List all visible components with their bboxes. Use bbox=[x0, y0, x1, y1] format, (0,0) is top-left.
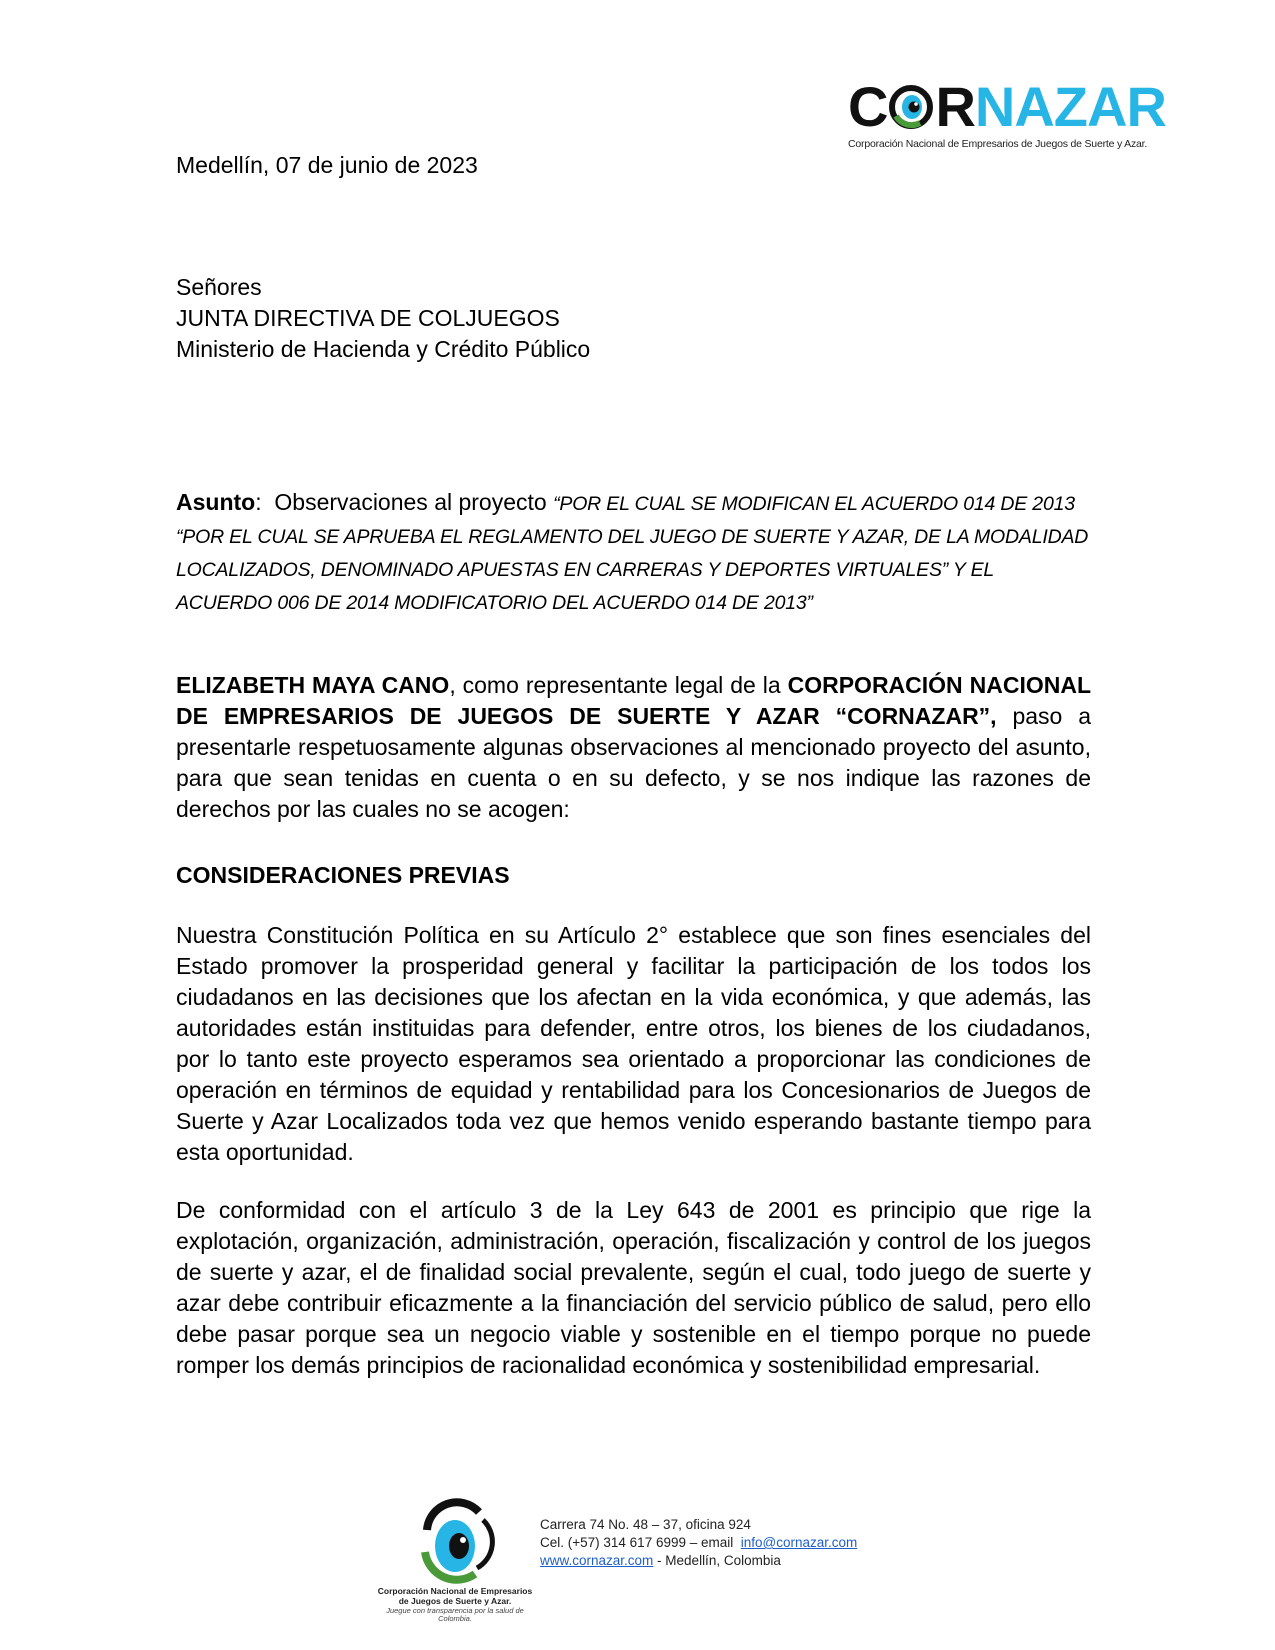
eye-logo-icon bbox=[887, 82, 935, 130]
paragraph-ley-643: De conformidad con el artículo 3 de la Ley 643 de 2001 es principio que rige la explotación, organización, administración, operación, fiscalización y control de los juegos de suerte y azar, el de finalidad social prevalente, según el cual, todo juego de suerte y azar debe contribuir eficazmente a la financiación del servicio público de salud, pero ello debe pasar porque sea un negocio viable y sostenible en el tiempo porque no puede romper los demás principios de racionalidad económica y sostenibilidad empresarial. bbox=[176, 1197, 1091, 1378]
logo-letter-c: C bbox=[848, 75, 888, 138]
footer-eye-logo-icon bbox=[375, 1490, 535, 1586]
recipient-salutation: Señores bbox=[176, 274, 262, 300]
footer-logo-tagline: Juegue con transparencia por la salud de Colombia. bbox=[386, 1606, 524, 1623]
footer-website-link[interactable]: www.cornazar.com bbox=[540, 1553, 654, 1568]
recipient-organization: JUNTA DIRECTIVA DE COLJUEGOS bbox=[176, 305, 560, 331]
paragraph-constitution: Nuestra Constitución Política en su Artículo 2° establece que son fines esenciales del Estado promover la prosperidad general y facilitar la participación de los todos los ciudadanos en las decisiones que los afectan en la vida económica, y que además, las autoridades están instituidas para defender, entre otros, los bienes de los ciudadanos, por lo tanto este proyecto esperamos sea orientado a proporcionar las condiciones de operación en términos de equidad y rentabilidad para los Concesionarios de Juegos de Suerte y Azar Localizados toda vez que hemos venido esperando bastante tiempo para esta oportunidad. bbox=[176, 922, 1091, 1165]
intro-text-2: paso a presentarle respetuosamente algunas observaciones al mencionado proyecto del asunto, para que sean tenidas en cuenta o en su defecto, y se nos indique las razones de derechos por las cuales no se acogen: bbox=[176, 703, 1091, 822]
section-heading: CONSIDERACIONES PREVIAS bbox=[176, 862, 510, 888]
subject-label: Asunto bbox=[176, 489, 256, 515]
cornazar-logo bbox=[848, 75, 1166, 150]
recipient-ministry: Ministerio de Hacienda y Crédito Público bbox=[176, 336, 591, 362]
footer-phone-email-line bbox=[540, 1534, 857, 1552]
logo-letters-nazar: NAZAR bbox=[974, 75, 1166, 138]
intro-text-1: , como representante legal de la bbox=[449, 672, 788, 698]
intro-paragraph bbox=[176, 670, 1091, 825]
organization-name: CORPORACIÓN NACIONAL DE EMPRESARIOS DE JUEGOS DE SUERTE Y AZAR “CORNAZAR”, bbox=[176, 672, 1091, 729]
letter-date: Medellín, 07 de junio de 2023 bbox=[176, 152, 478, 178]
subject-title: “POR EL CUAL SE MODIFICAN EL ACUERDO 014 DE 2013 “POR EL CUAL SE APRUEBA EL REGLAMENTO DEL JUEGO DE SUERTE Y AZAR, DE LA MODALIDAD LOCALIZADOS, DENOMINADO APUESTAS EN CARRERAS Y DEPORTES VIRTUALES” Y EL ACUERDO 006 DE 2014 MODIFICATORIO DEL ACUERDO 014 DE 2013” bbox=[176, 493, 1089, 614]
footer-contact bbox=[540, 1516, 857, 1570]
subject-lead: Observaciones al proyecto bbox=[261, 489, 554, 515]
subject-block bbox=[176, 487, 1091, 619]
footer-logo-organization: Corporación Nacional de Empresarios de Juegos de Suerte y Azar. bbox=[377, 1586, 533, 1606]
recipient-block bbox=[176, 272, 590, 365]
footer-web-line bbox=[540, 1552, 857, 1570]
footer-logo bbox=[375, 1490, 535, 1640]
footer-email-link[interactable]: info@cornazar.com bbox=[740, 1535, 858, 1550]
footer-city: - Medellín, Colombia bbox=[653, 1553, 781, 1568]
logo-letter-r: R bbox=[935, 75, 975, 138]
logo-subtitle: Corporación Nacional de Empresarios de Juegos de Suerte y Azar. bbox=[848, 138, 1148, 150]
logo-wordmark bbox=[848, 75, 1166, 138]
footer-phone: Cel. (+57) 314 617 6999 – email bbox=[540, 1535, 741, 1550]
subject-colon: : bbox=[255, 489, 262, 515]
representative-name: ELIZABETH MAYA CANO bbox=[176, 672, 450, 698]
footer-address: Carrera 74 No. 48 – 37, oficina 924 bbox=[540, 1517, 751, 1532]
